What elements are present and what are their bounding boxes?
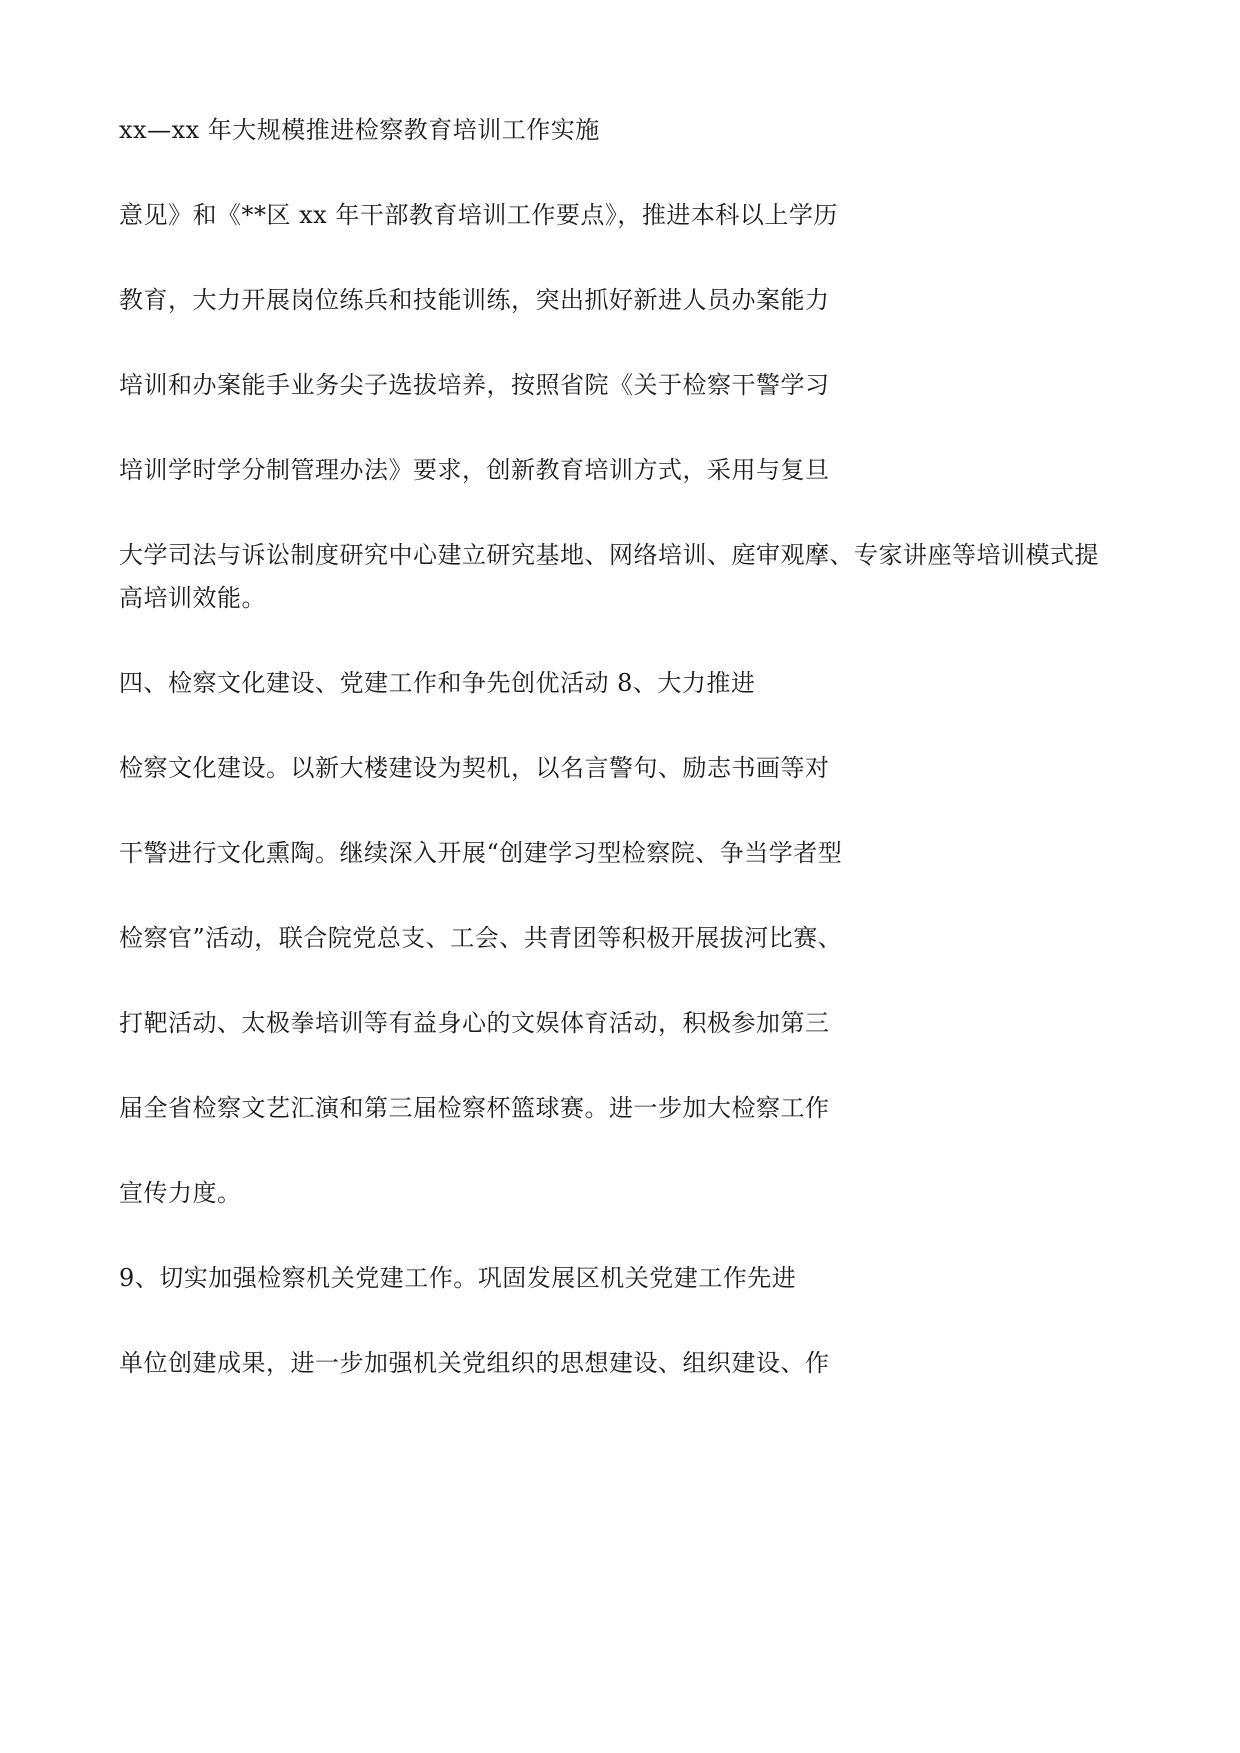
text-line: 检察文化建设。以新大楼建设为契机，以名言警句、励志书画等对 [119,754,830,782]
text-line: 培训学时学分制管理办法》要求，创新教育培训方式，采用与复旦 [119,456,830,484]
text-line: 培训和办案能手业务尖子选拔培养，按照省院《关于检察干警学习 [119,371,830,399]
text-line: 单位创建成果，进一步加强机关党组织的思想建设、组织建设、作 [119,1349,830,1377]
text-line: 高培训效能。 [119,584,266,612]
text-line: 大学司法与诉讼制度研究中心建立研究基地、网络培训、庭审观摩、专家讲座等培训模式提 [119,541,1099,569]
text-line: 四、检察文化建设、党建工作和争先创优活动 8、大力推进 [119,669,756,697]
text-line: 9、切实加强检察机关党建工作。巩固发展区机关党建工作先进 [119,1264,797,1292]
text-line: 届全省检察文艺汇演和第三届检察杯篮球赛。进一步加大检察工作 [119,1094,830,1122]
text-line: 意见》和《**区 xx 年干部教育培训工作要点》，推进本科以上学历 [119,201,838,229]
text-line: 检察官”活动，联合院党总支、工会、共青团等积极开展拔河比赛、 [119,924,843,952]
text-line: xx—xx 年大规模推进检察教育培训工作实施 [119,116,600,144]
text-line: 教育，大力开展岗位练兵和技能训练，突出抓好新进人员办案能力 [119,286,830,314]
text-line: 宣传力度。 [119,1179,242,1207]
text-line: 打靶活动、太极拳培训等有益身心的文娱体育活动，积极参加第三 [119,1009,830,1037]
text-line: 干警进行文化熏陶。继续深入开展“创建学习型检察院、争当学者型 [119,839,843,867]
